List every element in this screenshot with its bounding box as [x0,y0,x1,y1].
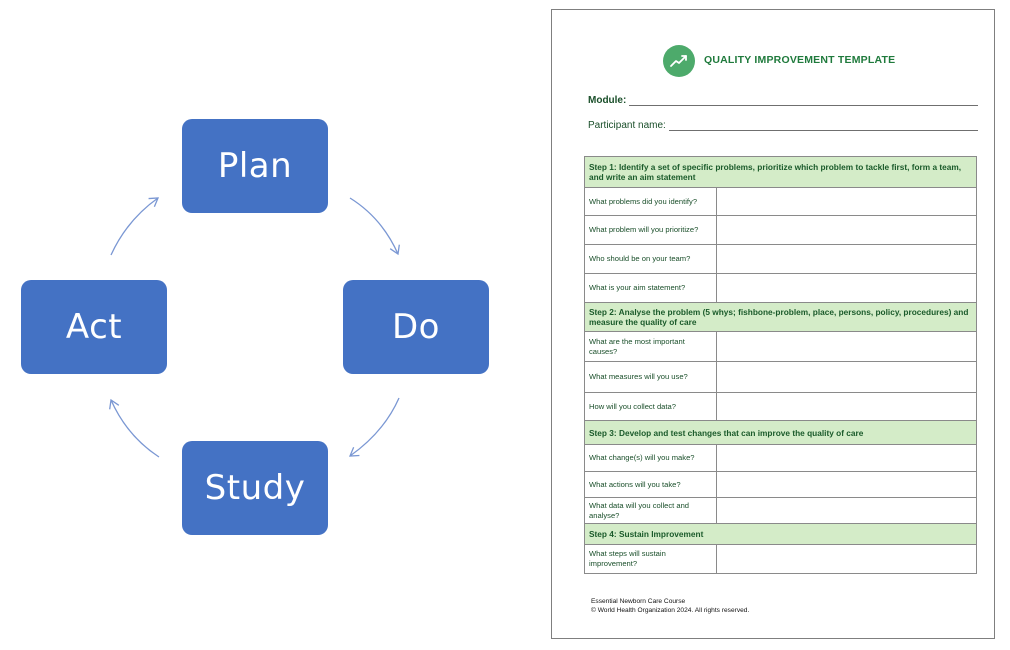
module-label: Module: [588,95,627,106]
step-3-question: What actions will you take? [585,472,717,498]
step-3-question: What data will you collect and analyse? [585,498,717,524]
arrow-study-to-act [111,400,159,457]
answer-cell[interactable] [717,362,977,393]
step-2-question: What measures will you use? [585,362,717,393]
act-label: Act [65,307,123,347]
arrow-do-to-study [350,398,399,456]
step-1-heading: Step 1: Identify a set of specific problems, prioritize which problem to tackle first, form a team, and write an aim statement [585,157,977,188]
answer-cell[interactable] [717,498,977,524]
answer-cell[interactable] [717,274,977,303]
answer-cell[interactable] [717,188,977,216]
answer-cell[interactable] [717,393,977,421]
step-1-question: What problems did you identify? [585,188,717,216]
participant-name-line [669,120,978,131]
quality-improvement-template [551,9,995,639]
qi-steps-table [584,156,977,574]
step-4-question: What steps will sustain improvement? [585,545,717,574]
answer-cell[interactable] [717,545,977,574]
step-2-heading: Step 2: Analyse the problem (5 whys; fishbone-problem, place, persons, policy, procedures) and measure the quality of care [585,303,977,332]
answer-cell[interactable] [717,472,977,498]
answer-cell[interactable] [717,245,977,274]
step-3-question: What change(s) will you make? [585,445,717,472]
step-3-heading: Step 3: Develop and test changes that can improve the quality of care [585,421,977,445]
copyright-notice: © World Health Organization 2024. All rights reserved. [591,607,750,614]
answer-cell[interactable] [717,332,977,362]
step-4-heading: Step 4: Sustain Improvement [585,524,977,545]
course-name: Essential Newborn Care Course [591,598,686,605]
step-2-question: How will you collect data? [585,393,717,421]
do-label: Do [392,307,440,347]
step-1-question: What is your aim statement? [585,274,717,303]
module-field[interactable] [588,95,978,106]
trend-up-icon [663,45,695,77]
step-1-question: What problem will you prioritize? [585,216,717,245]
footer [591,597,749,615]
arrow-plan-to-do [350,198,398,254]
participant-name-field[interactable] [588,120,978,131]
plan-label: Plan [217,146,293,186]
participant-name-label: Participant name: [588,120,666,131]
template-title: QUALITY IMPROVEMENT TEMPLATE [704,54,896,66]
step-1-question: Who should be on your team? [585,245,717,274]
answer-cell[interactable] [717,216,977,245]
step-2-question: What are the most important causes? [585,332,717,362]
answer-cell[interactable] [717,445,977,472]
study-label: Study [204,468,306,508]
arrow-act-to-plan [111,198,158,255]
module-line [629,95,978,106]
